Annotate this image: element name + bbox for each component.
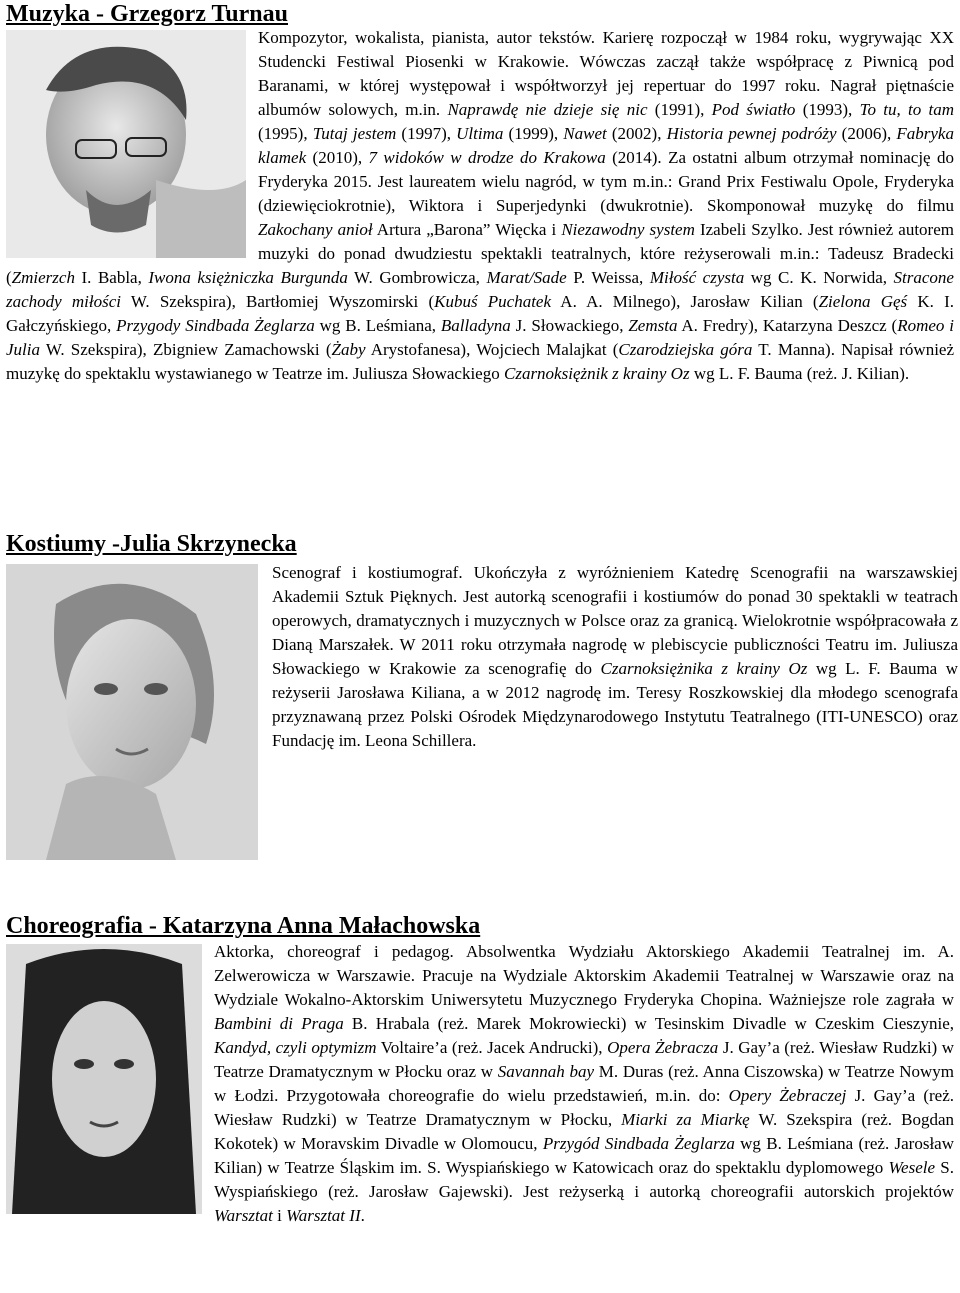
italic-title: Warsztat bbox=[214, 1206, 273, 1225]
section-title: Kostiumy -Julia Skrzynecka bbox=[6, 531, 297, 557]
section-choreography bbox=[0, 912, 960, 1292]
italic-title: Żaby bbox=[331, 340, 366, 359]
section-title: Choreografia - Katarzyna Anna Małachowska bbox=[6, 913, 481, 939]
italic-title: Romeo i Julia bbox=[6, 316, 954, 359]
italic-title: Tutaj jestem bbox=[312, 124, 397, 143]
italic-title: Zielona Gęś bbox=[818, 292, 908, 311]
bio-text bbox=[6, 940, 954, 1228]
italic-title: Fabryka klamek bbox=[258, 124, 954, 167]
italic-title: Przygody Sindbada Żeglarza bbox=[116, 316, 315, 335]
section-title: Muzyka - Grzegorz Turnau bbox=[6, 1, 288, 27]
italic-title: 7 widoków w drodze do Krakowa bbox=[368, 148, 606, 167]
bio-text bbox=[272, 561, 958, 753]
portrait-photo bbox=[6, 564, 258, 860]
italic-title: Zemsta bbox=[628, 316, 678, 335]
italic-title: Miłość czysta bbox=[649, 268, 745, 287]
italic-title: Kubuś Puchatek bbox=[434, 292, 552, 311]
italic-title: Czarodziejska góra bbox=[618, 340, 753, 359]
italic-title: Naprawdę nie dzieje się nic bbox=[447, 100, 648, 119]
italic-title: To tu, to tam bbox=[859, 100, 955, 119]
italic-title: Niezawodny system bbox=[561, 220, 695, 239]
italic-title: Zakochany anioł bbox=[258, 220, 373, 239]
italic-title: Miarki za Miarkę bbox=[621, 1110, 750, 1129]
italic-title: Savannah bay bbox=[497, 1062, 595, 1081]
section-music bbox=[0, 0, 960, 510]
italic-title: Warsztat II bbox=[286, 1206, 361, 1225]
italic-title: Opera Żebracza bbox=[607, 1038, 719, 1057]
bio-text bbox=[6, 26, 954, 386]
italic-title: Czarnoksiężnika z krainy Oz bbox=[600, 659, 808, 678]
italic-title: Kandyd, czyli optymizm bbox=[214, 1038, 377, 1057]
italic-title: Wesele bbox=[888, 1158, 936, 1177]
italic-title: Historia pewnej podróży bbox=[666, 124, 837, 143]
italic-title: Iwona księżniczka Burgunda bbox=[148, 268, 348, 287]
italic-title: Przygód Sindbada Żeglarza bbox=[542, 1134, 735, 1153]
italic-title: Nawet bbox=[563, 124, 607, 143]
italic-title: Czarnoksiężnik z krainy Oz bbox=[503, 364, 690, 383]
italic-title: Ultima bbox=[456, 124, 504, 143]
italic-title: Balladyna bbox=[440, 316, 511, 335]
bio-paragraph: Aktorka, choreograf i pedagog. Absolwentka Wydziału Aktorskiego Akademii Teatralnej im. A. Zelwerowicza w Warszawie. Pracuje na Wydziale Aktorskim Akademii Teatralnej w Warszawie oraz na Wydziale Wokalno-Aktorskim Uniwersytetu Muzycznego Fryderyka Chopina. Ważniejsze role zagrała w Bambini di Praga B. Hrabala (reż. Marek Mokrowiecki) w Tesinskim Divadle w Czeskim Cieszynie, Kandyd, czyli optymizm Voltaire’a (reż. Jacek Andrucki), Opera Żebracza J. Gay’a (reż. Wiesław Rudzki) w Teatrze Dramatycznym w Płocku oraz w Savannah bay M. Duras (reż. Anna Ciszowska) w Teatrze Nowym w Łodzi. Przygotowała choreografie do wielu przedstawień, m.in. do: Opery Żebraczej J. Gay’a (reż. Wiesław Rudzki) w Teatrze Dramatycznym w Płocku, Miarki za Miarkę W. Szekspira (reż. Bogdan Kokotek) w Moravskim Divadle w Olomoucu, Przygód Sindbada Żeglarza wg B. Leśmiana (reż. Jarosław Kilian) w Teatrze Śląskim im. S. Wyspiańskiego w Katowicach oraz do spektaklu dyplomowego Wesele S. Wyspiańskiego (reż. Jarosław Gajewski). Jest reżyserką i autorką choreografii autorskich projektów Warsztat i Warsztat II. bbox=[214, 942, 955, 1225]
italic-title: Pod światło bbox=[711, 100, 796, 119]
italic-title: Bambini di Praga bbox=[214, 1014, 344, 1033]
italic-title: Opery Żebraczej bbox=[728, 1086, 847, 1105]
italic-title: Marat/Sade bbox=[486, 268, 567, 287]
bio-paragraph: Scenograf i kostiumograf. Ukończyła z wyróżnieniem Katedrę Scenografii na warszawskiej Akademii Sztuk Pięknych. Jest autorką scenografii i kostiumów do ponad 30 spektakli w teatrach operowych, dramatycznych i muzycznych w Polsce oraz za granicą. Wielokrotnie współpracowała z Dianą Marszałek. W 2011 roku otrzymała nagrodę w plebiscycie publiczności Teatru im. Juliusza Słowackiego w Krakowie za scenografię do Czarnoksiężnika z krainy Oz wg L. F. Bauma w reżyserii Jarosława Kiliana, a w 2012 nagrodę im. Teresy Roszkowskiej dla młodego scenografa przyznawaną przez Polski Ośrodek Międzynarodowego Instytutu Teatralnego (ITI-UNESCO) oraz Fundację im. Leona Schillera. bbox=[272, 563, 958, 750]
italic-title: Zmierzch bbox=[11, 268, 75, 287]
section-costumes bbox=[0, 530, 960, 890]
italic-title: Stracone zachody miłości bbox=[6, 268, 954, 311]
bio-paragraph: Kompozytor, wokalista, pianista, autor tekstów. Karierę rozpoczął w 1984 roku, wygrywając XX Studencki Festiwal Piosenki w Krakowie. Wówczas zaczął także współpracę z Piwnicą pod Baranami, w której występował i współtworzył jej repertuar do 1997 roku. Nagrał piętnaście albumów solowych, m.in. Naprawdę nie dzieje się nic (1991), Pod światło (1993), To tu, to tam (1995), Tutaj jestem (1997), Ultima (1999), Nawet (2002), Historia pewnej podróży (2006), Fabryka klamek (2010), 7 widoków w drodze do Krakowa (2014). Za ostatni album otrzymał nominację do Fryderyka 2015. Jest laureatem wielu nagród, w tym m.in.: Grand Prix Festiwalu Opole, Fryderyka (dziewięciokrotnie), Wiktora i Superjedynki (dwukrotnie). Skomponował muzykę do filmu Zakochany anioł Artura „Barona” Więcka i Niezawodny system Izabeli Szylko. Jest również autorem muzyki do ponad dwudziestu spektakli teatralnych, które reżyserowali m.in.: Tadeusz Bradecki (Zmierzch I. Babla, Iwona księżniczka Burgunda W. Gombrowicza, Marat/Sade P. Weissa, Miłość czysta wg C. K. Norwida, Stracone zachody miłości W. Szekspira), Bartłomiej Wyszomirski (Kubuś Puchatek A. A. Milnego), Jarosław Kilian (Zielona Gęś K. I. Gałczyńskiego, Przygody Sindbada Żeglarza wg B. Leśmiana, Balladyna J. Słowackiego, Zemsta A. Fredry), Katarzyna Deszcz (Romeo i Julia W. Szekspira), Zbigniew Zamachowski (Żaby Arystofanesa), Wojciech Malajkat (Czarodziejska góra T. Manna). Napisał również muzykę do spektaklu wystawianego w Teatrze im. Juliusza Słowackiego Czarnoksiężnik z krainy Oz wg L. F. Bauma (reż. J. Kilian). bbox=[6, 28, 955, 383]
